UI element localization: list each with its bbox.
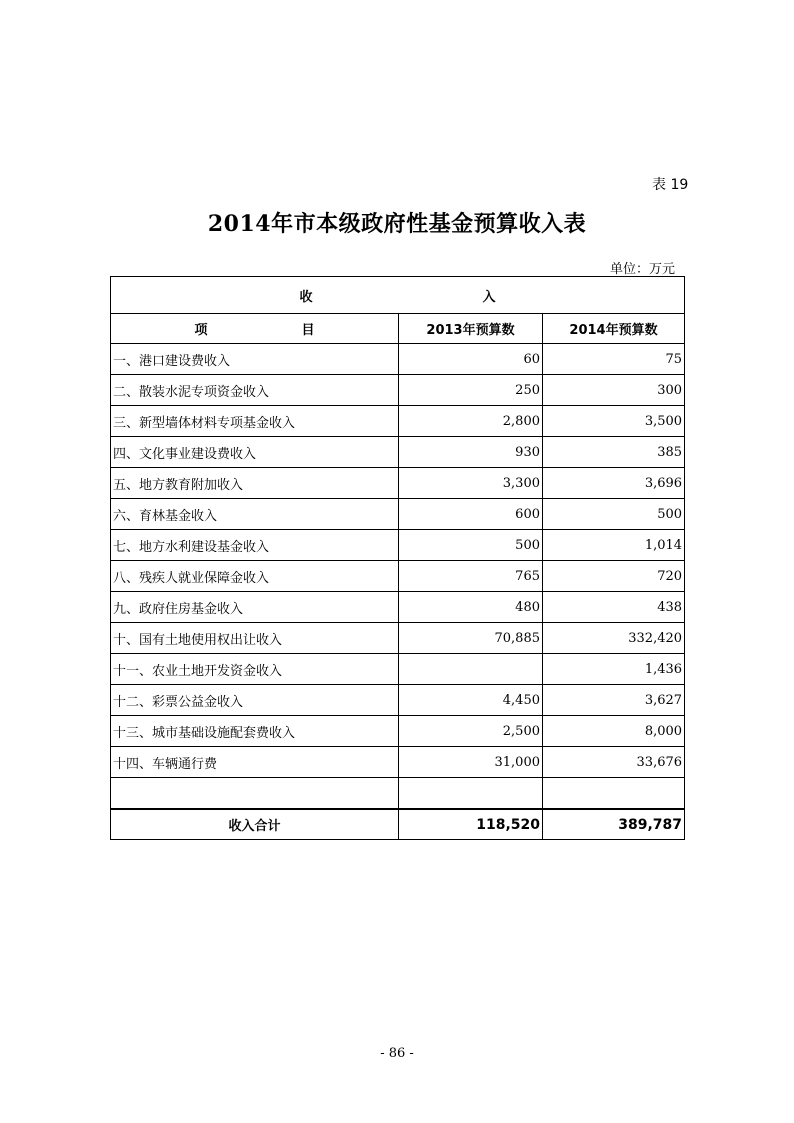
header-item-cell <box>111 314 399 344</box>
table-row <box>111 623 685 654</box>
row-item-name: 六、育林基金收入 <box>111 499 399 530</box>
row-item-name: 五、地方教育附加收入 <box>111 468 399 499</box>
row-value-2014: 33,676 <box>543 747 685 778</box>
row-value-2013: 600 <box>399 499 543 530</box>
unit-label: 单位：万元 <box>610 262 676 277</box>
table-row <box>111 437 685 468</box>
row-value-2014: 332,420 <box>543 623 685 654</box>
row-item-name: 七、地方水利建设基金收入 <box>111 530 399 561</box>
table-number: 表 19 <box>652 177 689 193</box>
row-value-2013: 500 <box>399 530 543 561</box>
header-row-columns <box>111 314 685 344</box>
total-row <box>111 809 685 840</box>
row-value-2014: 3,696 <box>543 468 685 499</box>
table-row <box>111 468 685 499</box>
table-row <box>111 561 685 592</box>
header-income-cell <box>111 277 685 314</box>
row-value-2013 <box>399 654 543 685</box>
row-item-name: 一、港口建设费收入 <box>111 344 399 375</box>
total-2014: 389,787 <box>543 809 685 840</box>
row-value-2014: 720 <box>543 561 685 592</box>
row-item-name: 九、政府住房基金收入 <box>111 592 399 623</box>
row-value-2013: 2,800 <box>399 406 543 437</box>
row-value-2014: 1,436 <box>543 654 685 685</box>
header-row-group <box>111 277 685 314</box>
header-group-left: 收 <box>299 289 313 305</box>
row-value-2014: 8,000 <box>543 716 685 747</box>
row-value-2013 <box>399 778 543 810</box>
row-item-name: 十四、车辆通行费 <box>111 747 399 778</box>
table-row <box>111 685 685 716</box>
row-value-2013: 4,450 <box>399 685 543 716</box>
table-row <box>111 592 685 623</box>
row-value-2014: 75 <box>543 344 685 375</box>
row-value-2013: 60 <box>399 344 543 375</box>
header-item-left: 项 <box>194 323 208 338</box>
row-value-2014: 438 <box>543 592 685 623</box>
row-value-2013: 31,000 <box>399 747 543 778</box>
total-label: 收入合计 <box>111 809 399 840</box>
row-item-name: 十、国有土地使用权出让收入 <box>111 623 399 654</box>
budget-table <box>110 276 685 840</box>
table-row <box>111 778 685 810</box>
row-value-2013: 480 <box>399 592 543 623</box>
row-value-2014: 500 <box>543 499 685 530</box>
table-row <box>111 344 685 375</box>
row-item-name: 八、残疾人就业保障金收入 <box>111 561 399 592</box>
header-item-right: 目 <box>301 323 315 338</box>
document-title: 2014年市本级政府性基金预算收入表 <box>207 211 587 237</box>
row-value-2013: 3,300 <box>399 468 543 499</box>
row-value-2014: 3,627 <box>543 685 685 716</box>
row-value-2014: 1,014 <box>543 530 685 561</box>
row-value-2014: 3,500 <box>543 406 685 437</box>
row-value-2013: 70,885 <box>399 623 543 654</box>
row-item-name <box>111 778 399 810</box>
row-item-name: 十三、城市基础设施配套费收入 <box>111 716 399 747</box>
header-col-2014: 2014年预算数 <box>543 314 685 344</box>
row-item-name: 十二、彩票公益金收入 <box>111 685 399 716</box>
table-row <box>111 499 685 530</box>
row-value-2013: 250 <box>399 375 543 406</box>
table-row <box>111 654 685 685</box>
row-value-2014 <box>543 778 685 810</box>
total-2013: 118,520 <box>399 809 543 840</box>
table-row <box>111 716 685 747</box>
row-value-2014: 385 <box>543 437 685 468</box>
table-row <box>111 406 685 437</box>
page-number: - 86 - <box>380 1046 414 1061</box>
header-col-2013: 2013年预算数 <box>399 314 543 344</box>
table-row <box>111 375 685 406</box>
header-group-right: 入 <box>482 289 496 305</box>
row-value-2013: 930 <box>399 437 543 468</box>
row-item-name: 四、文化事业建设费收入 <box>111 437 399 468</box>
row-value-2013: 765 <box>399 561 543 592</box>
row-item-name: 二、散装水泥专项资金收入 <box>111 375 399 406</box>
row-item-name: 十一、农业土地开发资金收入 <box>111 654 399 685</box>
table-row <box>111 530 685 561</box>
row-value-2014: 300 <box>543 375 685 406</box>
table-row <box>111 747 685 778</box>
row-item-name: 三、新型墙体材料专项基金收入 <box>111 406 399 437</box>
row-value-2013: 2,500 <box>399 716 543 747</box>
